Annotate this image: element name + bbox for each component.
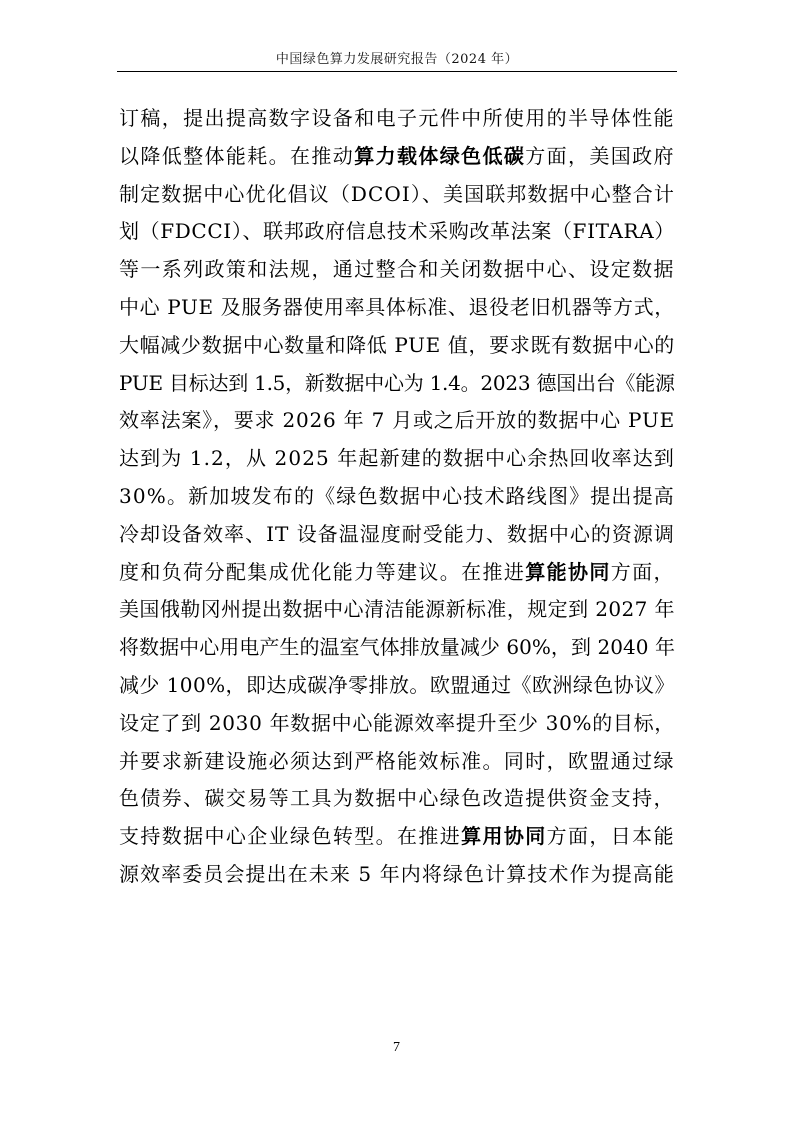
text-line <box>119 554 675 592</box>
text-segment: 大幅减少数据中心数量和降低 PUE 值，要求既有数据中心的 <box>119 332 675 357</box>
header-title: 中国绿色算力发展研究报告（2024 年） <box>275 52 519 67</box>
text-line <box>119 478 675 516</box>
text-segment: 色债券、碳交易等工具为数据中心绿色改造提供资金支持， <box>119 786 675 811</box>
text-line <box>119 100 675 138</box>
header-rule <box>117 71 677 72</box>
text-segment: 方面，美国政府 <box>525 143 675 168</box>
text-segment: 等一系列政策和法规，通过整合和关闭数据中心、设定数据 <box>119 257 675 282</box>
text-line <box>119 705 675 743</box>
text-segment: 度和负荷分配集成优化能力等建议。在推进 <box>119 559 526 584</box>
text-line <box>119 289 675 327</box>
text-segment: 设定了到 2030 年数据中心能源效率提升至少 30%的目标， <box>119 710 675 735</box>
body-paragraph <box>119 100 675 894</box>
bold-phrase: 算力载体绿色低碳 <box>354 143 526 168</box>
text-segment: PUE 目标达到 1.5，新数据中心为 1.4。2023 德国出台《能源 <box>119 370 675 395</box>
text-line <box>119 516 675 554</box>
text-line <box>119 251 675 289</box>
text-line <box>119 856 675 894</box>
text-segment: 冷却设备效率、IT 设备温湿度耐受能力、数据中心的资源调 <box>119 521 675 546</box>
bold-phrase: 算能协同 <box>525 559 611 584</box>
text-segment: 划（FDCCI）、联邦政府信息技术采购改革法案（FITARA） <box>119 219 675 244</box>
bold-phrase: 算用协同 <box>461 824 547 849</box>
text-segment: 以降低整体能耗。在推动 <box>119 143 355 168</box>
text-segment: 源效率委员会提出在未来 5 年内将绿色计算技术作为提高能 <box>119 861 675 886</box>
text-segment: 效率法案》，要求 2026 年 7 月或之后开放的数据中心 PUE <box>119 408 675 433</box>
text-segment: 支持数据中心企业绿色转型。在推进 <box>119 824 462 849</box>
text-line <box>119 591 675 629</box>
text-segment: 30%。新加坡发布的《绿色数据中心技术路线图》提出提高 <box>119 483 675 508</box>
text-segment: 将数据中心用电产生的温室气体排放量减少 60%，到 2040 年 <box>119 635 675 660</box>
page-header <box>117 48 677 72</box>
text-line <box>119 629 675 667</box>
text-line <box>119 327 675 365</box>
text-line <box>119 176 675 214</box>
text-segment: 减少 100%，即达成碳净零排放。欧盟通过《欧洲绿色协议》 <box>119 672 675 697</box>
text-segment: 订稿，提出提高数字设备和电子元件中所使用的半导体性能 <box>119 106 675 130</box>
text-segment: 美国俄勒冈州提出数据中心清洁能源新标准，规定到 2027 年 <box>119 597 675 622</box>
page-number: 7 <box>393 1040 400 1055</box>
text-line <box>119 440 675 478</box>
text-line <box>119 213 675 251</box>
text-segment: 中心 PUE 及服务器使用率具体标准、退役老旧机器等方式， <box>119 294 675 319</box>
text-segment: 并要求新建设施必须达到严格能效标准。同时，欧盟通过绿 <box>119 748 675 773</box>
text-segment: 达到为 1.2，从 2025 年起新建的数据中心余热回收率达到 <box>119 446 675 471</box>
text-line <box>119 667 675 705</box>
text-line <box>119 780 675 818</box>
text-segment: 方面，日本能 <box>546 824 675 849</box>
text-line <box>119 818 675 856</box>
text-line <box>119 138 675 176</box>
text-segment: 方面， <box>610 559 675 584</box>
text-line <box>119 365 675 403</box>
text-segment: 制定数据中心优化倡议（DCOI）、美国联邦数据中心整合计 <box>119 181 675 206</box>
text-line <box>119 402 675 440</box>
text-line <box>119 743 675 781</box>
